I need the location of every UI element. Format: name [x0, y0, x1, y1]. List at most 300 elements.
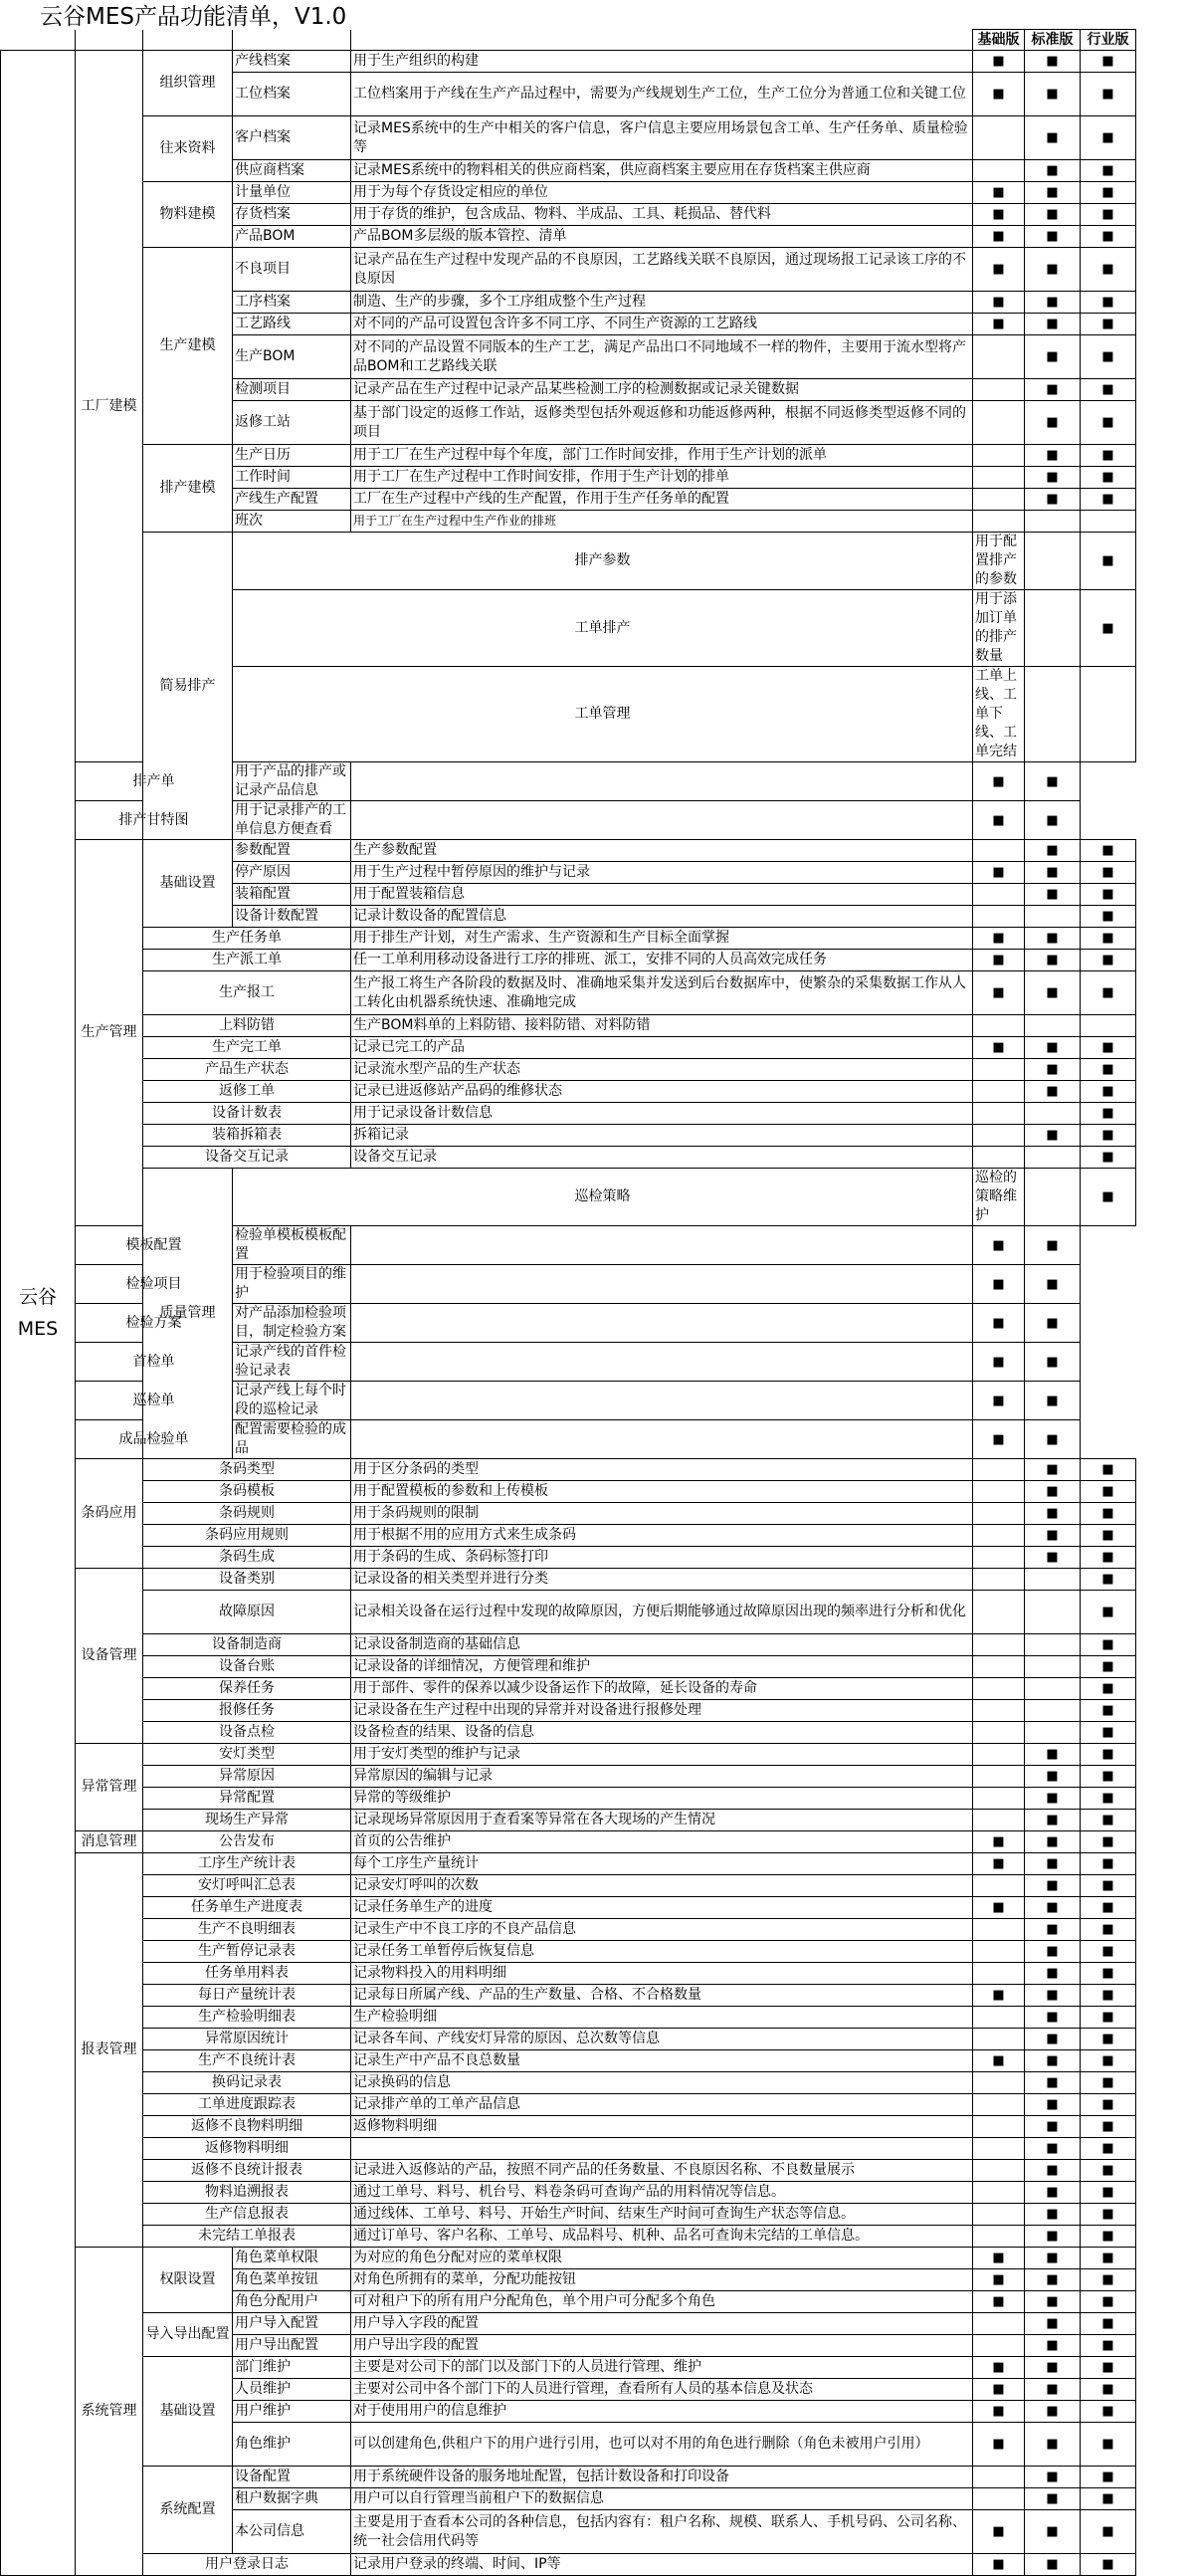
- table-row: [1, 1875, 1136, 1897]
- function-cell: 检验项目: [76, 1265, 233, 1304]
- edition-industry-mark: ■: [1081, 467, 1136, 489]
- edition-industry-mark: ■: [1081, 2050, 1136, 2072]
- edition-industry-mark: ■: [1081, 1788, 1136, 1810]
- function-cell: 产品BOM: [233, 226, 351, 248]
- function-cell: 存货档案: [233, 204, 351, 226]
- edition-industry-mark: ■: [1081, 2029, 1136, 2050]
- edition-standard-mark: ■: [1025, 379, 1081, 401]
- edition-basic-mark: ■: [973, 2554, 1025, 2576]
- edition-industry-mark: ■: [1081, 928, 1136, 950]
- module-cell: 设备管理: [76, 1569, 143, 1744]
- table-row: [1, 2357, 1136, 2379]
- table-row: [1, 51, 1136, 73]
- description-cell: 记录生产中不良工序的不良产品信息: [351, 1919, 973, 1941]
- function-cell: 返修工单: [143, 1081, 351, 1103]
- edition-industry-mark: ■: [1081, 2182, 1136, 2204]
- function-cell: 用户导出配置: [233, 2335, 351, 2357]
- edition-standard-mark: ■: [1025, 2029, 1081, 2050]
- edition-industry-mark: ■: [1081, 2488, 1136, 2510]
- function-cell: 生产报工: [143, 971, 351, 1015]
- module-cell: 异常管理: [76, 1744, 143, 1831]
- edition-basic-mark: [973, 2226, 1025, 2248]
- description-cell: 产品BOM多层级的版本管控、清单: [351, 226, 973, 248]
- edition-standard-mark: ■: [1081, 533, 1136, 590]
- edition-standard-mark: ■: [1025, 2072, 1081, 2094]
- description-cell: 用于检验项目的维护: [233, 1265, 351, 1304]
- edition-basic-mark: [1025, 590, 1081, 667]
- description-cell: 用于存货的维护，包含成品、物料、半成品、工具、耗损品、替代料: [351, 204, 973, 226]
- edition-basic-mark: [973, 1656, 1025, 1678]
- description-cell: 通过工单号、料号、机台号、料卷条码可查询产品的用料情况等信息。: [351, 2182, 973, 2204]
- module-cell: 报表管理: [76, 1853, 143, 2248]
- description-cell: 工位档案用于产线在生产产品过程中，需要为产线规划生产工位，生产工位分为普通工位和关键工位: [351, 73, 973, 116]
- table-row: [1, 1941, 1136, 1963]
- function-cell: 安灯呼叫汇总表: [143, 1875, 351, 1897]
- edition-standard-mark: ■: [1025, 1059, 1081, 1081]
- edition-basic-mark: [973, 1963, 1025, 1985]
- edition-industry-mark: ■: [1081, 116, 1136, 160]
- function-cell: 设备类别: [143, 1569, 351, 1591]
- edition-basic-mark: [973, 1525, 1025, 1547]
- edition-basic-mark: [973, 1569, 1025, 1591]
- function-cell: 班次: [233, 511, 351, 533]
- submodule-cell: 导入导出配置: [143, 2313, 233, 2357]
- table-row: [1, 1656, 1136, 1678]
- edition-industry-mark: ■: [1081, 379, 1136, 401]
- edition-standard-mark: ■: [973, 1420, 1025, 1459]
- edition-basic-mark: [973, 2204, 1025, 2226]
- description-cell: 制造、生产的步骤，多个工序组成整个生产过程: [351, 292, 973, 314]
- edition-standard-mark: ■: [1025, 2182, 1081, 2204]
- description-cell: 主要是对公司下的部门以及部门下的人员进行管理、维护: [351, 2357, 973, 2379]
- edition-industry-mark: ■: [1081, 2138, 1136, 2160]
- function-cell: 停产原因: [233, 862, 351, 884]
- description-cell: 生产参数配置: [351, 840, 973, 862]
- table-row: [1, 1766, 1136, 1788]
- description-cell: 对不同的产品可设置包含许多不同工序、不同生产资源的工艺路线: [351, 314, 973, 335]
- function-cell: 检验方案: [76, 1304, 233, 1343]
- edition-industry-mark: ■: [1081, 2313, 1136, 2335]
- description-cell: 用于安灯类型的维护与记录: [351, 1744, 973, 1766]
- function-cell: 生产不良统计表: [143, 2050, 351, 2072]
- edition-industry-mark: ■: [1081, 2160, 1136, 2182]
- edition-basic-mark: ■: [973, 2401, 1025, 2423]
- function-cell: 生产不良明细表: [143, 1919, 351, 1941]
- edition-standard-mark: ■: [1025, 1919, 1081, 1941]
- edition-standard-mark: ■: [1025, 204, 1081, 226]
- table-row: [1, 2467, 1136, 2488]
- table-row: [1, 1547, 1136, 1569]
- edition-basic-mark: ■: [973, 2423, 1025, 2467]
- feature-table: [0, 29, 1136, 2576]
- edition-basic-mark: ■: [973, 1853, 1025, 1875]
- function-cell: 生产BOM: [233, 335, 351, 379]
- table-row: [1, 2248, 1136, 2269]
- function-cell: 生产暂停记录表: [143, 1941, 351, 1963]
- description-cell: 用于条码的生成、条码标签打印: [351, 1547, 973, 1569]
- description-cell: 记录任务单生产的进度: [351, 1897, 973, 1919]
- edition-standard-mark: [1025, 511, 1081, 533]
- submodule-cell: 物料建模: [143, 182, 233, 248]
- function-cell: 条码类型: [143, 1459, 351, 1481]
- edition-industry-mark: ■: [1081, 1103, 1136, 1125]
- table-row: [1, 1525, 1136, 1547]
- edition-standard-mark: ■: [1081, 590, 1136, 667]
- table-row: [1, 950, 1136, 971]
- edition-standard-mark: ■: [973, 1343, 1025, 1382]
- edition-basic-mark: ■: [973, 182, 1025, 204]
- edition-industry-mark: ■: [1081, 2554, 1136, 2576]
- function-cell: 安灯类型: [143, 1744, 351, 1766]
- description-cell: 记录生产中产品不良总数量: [351, 2050, 973, 2072]
- edition-standard-mark: ■: [1025, 314, 1081, 335]
- edition-industry-mark: ■: [1081, 51, 1136, 73]
- edition-industry-mark: ■: [1081, 2467, 1136, 2488]
- function-cell: 工序生产统计表: [143, 1853, 351, 1875]
- edition-basic-mark: ■: [973, 950, 1025, 971]
- function-cell: 生产信息报表: [143, 2204, 351, 2226]
- edition-basic-mark: ■: [973, 862, 1025, 884]
- description-cell: 用于记录设备计数信息: [351, 1103, 973, 1125]
- edition-basic-mark: [973, 2007, 1025, 2029]
- edition-standard-mark: ■: [973, 801, 1025, 840]
- edition-industry-mark: [1081, 1015, 1136, 1037]
- description-cell: 用户可以自行管理当前租户下的数据信息: [351, 2488, 973, 2510]
- edition-standard-mark: ■: [1025, 2116, 1081, 2138]
- edition-standard-mark: ■: [1025, 2160, 1081, 2182]
- edition-basic-mark: [973, 1015, 1025, 1037]
- function-cell: 生产日历: [233, 445, 351, 467]
- table-row: [1, 1081, 1136, 1103]
- description-cell: 记录产线上每个时段的巡检记录: [233, 1382, 351, 1420]
- table-row: [1, 1125, 1136, 1147]
- function-cell: 生产完工单: [143, 1037, 351, 1059]
- edition-basic-mark: [973, 2467, 1025, 2488]
- edition-industry-header: 行业版: [1081, 30, 1136, 51]
- description-cell: 用于系统硬件设备的服务地址配置，包括计数设备和打印设备: [351, 2467, 973, 2488]
- edition-basic-mark: [973, 1722, 1025, 1744]
- edition-standard-mark: ■: [1025, 950, 1081, 971]
- edition-industry-mark: ■: [1025, 1420, 1081, 1459]
- description-cell: 用于条码规则的限制: [351, 1503, 973, 1525]
- edition-basic-mark: ■: [973, 204, 1025, 226]
- description-cell: 记录安灯呼叫的次数: [351, 1875, 973, 1897]
- edition-industry-mark: ■: [1081, 971, 1136, 1015]
- function-cell: 设备配置: [233, 2467, 351, 2488]
- function-cell: 巡检策略: [233, 1169, 973, 1226]
- function-cell: 排产参数: [233, 533, 973, 590]
- edition-standard-mark: ■: [1025, 1810, 1081, 1831]
- edition-industry-mark: ■: [1081, 314, 1136, 335]
- description-cell: 用于工厂在生产过程中每个年度，部门工作时间安排，作用于生产计划的派单: [351, 445, 973, 467]
- edition-industry-mark: ■: [1081, 2291, 1136, 2313]
- table-row: [1, 1919, 1136, 1941]
- function-cell: 排产甘特图: [76, 801, 233, 840]
- description-cell: 检验单模板模板配置: [233, 1226, 351, 1265]
- edition-industry-mark: ■: [1081, 1744, 1136, 1766]
- function-cell: 不良项目: [233, 248, 351, 292]
- edition-industry-mark: ■: [1081, 2269, 1136, 2291]
- edition-standard-mark: [1025, 1634, 1081, 1656]
- edition-industry-mark: ■: [1081, 182, 1136, 204]
- edition-basic-mark: ■: [973, 2510, 1025, 2554]
- module-cell: 消息管理: [76, 1831, 143, 1853]
- description-cell: 用于生产组织的构建: [351, 51, 973, 73]
- table-row: [1, 1569, 1136, 1591]
- function-cell: 报修任务: [143, 1700, 351, 1722]
- function-cell: 异常配置: [143, 1788, 351, 1810]
- table-row: [1, 971, 1136, 1015]
- edition-basic-mark: [973, 2094, 1025, 2116]
- description-cell: 记录设备的详细情况，方便管理和维护: [351, 1656, 973, 1678]
- edition-industry-mark: ■: [1081, 73, 1136, 116]
- edition-standard-mark: ■: [1025, 182, 1081, 204]
- description-cell: 巡检的策略维护: [973, 1169, 1025, 1226]
- function-cell: 任务单生产进度表: [143, 1897, 351, 1919]
- edition-standard-mark: ■: [1081, 1169, 1136, 1226]
- description-cell: 记录已进返修站产品码的维修状态: [351, 1081, 973, 1103]
- edition-standard-mark: ■: [1025, 1125, 1081, 1147]
- table-row: [1, 1788, 1136, 1810]
- description-cell: 通过订单号、客户名称、工单号、成品料号、机种、品名可查询未完结的工单信息。: [351, 2226, 973, 2248]
- edition-standard-mark: ■: [1025, 292, 1081, 314]
- table-row: [1, 801, 1136, 840]
- table-row: [1, 1037, 1136, 1059]
- function-cell: 换码记录表: [143, 2072, 351, 2094]
- description-cell: 对不同的产品设置不同版本的生产工艺，满足产品出口不同地域不一样的物件，主要用于流水型将产品BOM和工艺路线关联: [351, 335, 973, 379]
- description-cell: 用户导出字段的配置: [351, 2335, 973, 2357]
- table-row: [1, 1059, 1136, 1081]
- description-cell: 用于配置装箱信息: [351, 884, 973, 906]
- function-cell: 工单管理: [233, 667, 973, 762]
- edition-standard-mark: ■: [1025, 2510, 1081, 2554]
- edition-industry-mark: ■: [1081, 445, 1136, 467]
- edition-standard-mark: ■: [1025, 2007, 1081, 2029]
- edition-basic-mark: [973, 1788, 1025, 1810]
- table-row: [1, 2160, 1136, 2182]
- table-row: [1, 1459, 1136, 1481]
- function-cell: 角色菜单权限: [233, 2248, 351, 2269]
- table-row: [1, 2007, 1136, 2029]
- description-cell: 记录换码的信息: [351, 2072, 973, 2094]
- edition-basic-mark: [973, 2072, 1025, 2094]
- edition-industry-mark: ■: [1081, 2357, 1136, 2379]
- edition-standard-mark: ■: [1025, 884, 1081, 906]
- description-cell: 用于生产过程中暂停原因的维护与记录: [351, 862, 973, 884]
- edition-standard-mark: ■: [1025, 2269, 1081, 2291]
- edition-standard-mark: [1025, 1678, 1081, 1700]
- description-cell: 记录产线的首件检验记录表: [233, 1343, 351, 1382]
- function-cell: 供应商档案: [233, 160, 351, 182]
- function-cell: 上料防错: [143, 1015, 351, 1037]
- table-row: [1, 1015, 1136, 1037]
- edition-standard-mark: ■: [1025, 1963, 1081, 1985]
- edition-industry-mark: ■: [1081, 1810, 1136, 1831]
- function-cell: 产线档案: [233, 51, 351, 73]
- description-cell: 设备交互记录: [351, 1147, 973, 1169]
- edition-standard-mark: [1025, 1591, 1081, 1634]
- table-row: [1, 182, 1136, 204]
- function-cell: 工位档案: [233, 73, 351, 116]
- edition-industry-mark: ■: [1081, 1941, 1136, 1963]
- function-cell: 公告发布: [143, 1831, 351, 1853]
- description-cell: 异常的等级维护: [351, 1788, 973, 1810]
- description-cell: 任一工单利用移动设备进行工序的排班、派工，安排不同的人员高效完成任务: [351, 950, 973, 971]
- function-cell: 部门维护: [233, 2357, 351, 2379]
- edition-industry-mark: ■: [1081, 2401, 1136, 2423]
- edition-industry-mark: ■: [1081, 2379, 1136, 2401]
- description-cell: 可以创建角色,供租户下的用户进行引用，也可以对不用的角色进行删除（角色未被用户引用）: [351, 2423, 973, 2467]
- edition-basic-mark: [973, 489, 1025, 511]
- description-cell: 异常原因的编辑与记录: [351, 1766, 973, 1788]
- table-row: [1, 533, 1136, 590]
- edition-basic-mark: [351, 1420, 973, 1459]
- edition-basic-mark: ■: [973, 2379, 1025, 2401]
- edition-industry-mark: ■: [1081, 2007, 1136, 2029]
- edition-basic-mark: [973, 1459, 1025, 1481]
- table-row: [1, 1591, 1136, 1634]
- function-cell: 角色菜单按钮: [233, 2269, 351, 2291]
- edition-standard-mark: ■: [1025, 862, 1081, 884]
- function-cell: 每日产量统计表: [143, 1985, 351, 2007]
- edition-basic-mark: [351, 1226, 973, 1265]
- edition-industry-mark: ■: [1025, 1265, 1081, 1304]
- function-cell: 工单进度跟踪表: [143, 2094, 351, 2116]
- table-row: [1, 1634, 1136, 1656]
- edition-industry-mark: ■: [1081, 2226, 1136, 2248]
- edition-standard-mark: ■: [1025, 1853, 1081, 1875]
- edition-standard-mark: ■: [973, 1226, 1025, 1265]
- function-cell: 未完结工单报表: [143, 2226, 351, 2248]
- function-cell: 模板配置: [76, 1226, 233, 1265]
- edition-industry-mark: ■: [1081, 226, 1136, 248]
- table-row: [1, 116, 1136, 160]
- edition-industry-mark: ■: [1081, 2335, 1136, 2357]
- description-cell: 记录设备在生产过程中出现的异常并对设备进行报修处理: [351, 1700, 973, 1722]
- edition-basic-mark: [973, 2160, 1025, 2182]
- function-cell: 成品检验单: [76, 1420, 233, 1459]
- description-cell: 用户导入字段的配置: [351, 2313, 973, 2335]
- description-cell: 用于工厂在生产过程中生产作业的排班: [351, 511, 973, 533]
- table-row: [1, 1700, 1136, 1722]
- description-cell: 首页的公告维护: [351, 1831, 973, 1853]
- edition-basic-mark: ■: [973, 226, 1025, 248]
- edition-standard-mark: ■: [1025, 2335, 1081, 2357]
- edition-industry-mark: ■: [1025, 1304, 1081, 1343]
- function-cell: 返修不良统计报表: [143, 2160, 351, 2182]
- table-row: [1, 445, 1136, 467]
- edition-basic-mark: [973, 1634, 1025, 1656]
- edition-industry-mark: ■: [1081, 160, 1136, 182]
- edition-industry-mark: ■: [1025, 1226, 1081, 1265]
- function-cell: 租户数据字典: [233, 2488, 351, 2510]
- edition-industry-mark: ■: [1081, 2248, 1136, 2269]
- edition-standard-mark: ■: [1025, 2313, 1081, 2335]
- edition-standard-mark: ■: [1025, 1481, 1081, 1503]
- edition-industry-mark: ■: [1081, 1459, 1136, 1481]
- function-cell: 条码规则: [143, 1503, 351, 1525]
- edition-standard-mark: ■: [1025, 73, 1081, 116]
- edition-standard-mark: [1025, 1700, 1081, 1722]
- description-cell: 配置需要检验的成品: [233, 1420, 351, 1459]
- edition-industry-mark: ■: [1081, 1875, 1136, 1897]
- edition-standard-mark: [1025, 1569, 1081, 1591]
- description-cell: 记录流水型产品的生产状态: [351, 1059, 973, 1081]
- function-cell: 产品生产状态: [143, 1059, 351, 1081]
- module-cell: 简易排产: [143, 533, 233, 840]
- edition-basic-mark: ■: [973, 1897, 1025, 1919]
- edition-standard-mark: ■: [1025, 2138, 1081, 2160]
- edition-industry-mark: ■: [1081, 1037, 1136, 1059]
- description-cell: 记录已完工的产品: [351, 1037, 973, 1059]
- edition-standard-mark: ■: [1025, 335, 1081, 379]
- description-cell: 对角色所拥有的菜单，分配功能按钮: [351, 2269, 973, 2291]
- edition-industry-mark: ■: [1081, 1766, 1136, 1788]
- edition-basic-mark: ■: [973, 1985, 1025, 2007]
- submodule-cell: 往来资料: [143, 116, 233, 182]
- function-cell: 返修不良物料明细: [143, 2116, 351, 2138]
- edition-standard-mark: ■: [1025, 2488, 1081, 2510]
- edition-basic-mark: [973, 1081, 1025, 1103]
- table-row: [1, 840, 1136, 862]
- edition-standard-mark: ■: [1025, 2423, 1081, 2467]
- edition-industry-mark: ■: [1081, 2510, 1136, 2554]
- edition-basic-mark: [351, 762, 973, 801]
- edition-industry-mark: ■: [1081, 1678, 1136, 1700]
- function-cell: 用户导入配置: [233, 2313, 351, 2335]
- edition-standard-mark: ■: [1025, 2226, 1081, 2248]
- submodule-cell: 基础设置: [143, 2357, 233, 2467]
- description-cell: 用于产品的排产或记录产品信息: [233, 762, 351, 801]
- submodule-cell: 生产建模: [143, 248, 233, 445]
- edition-basic-mark: [973, 335, 1025, 379]
- description-cell: 设备检查的结果、设备的信息: [351, 1722, 973, 1744]
- edition-standard-mark: ■: [1025, 1897, 1081, 1919]
- function-cell: 条码模板: [143, 1481, 351, 1503]
- edition-standard-mark: ■: [1025, 489, 1081, 511]
- description-cell: 对于使用用户的信息维护: [351, 2401, 973, 2423]
- edition-standard-mark: ■: [1025, 2291, 1081, 2313]
- edition-basic-mark: [351, 1382, 973, 1420]
- edition-industry-mark: ■: [1081, 1059, 1136, 1081]
- edition-basic-mark: [973, 1503, 1025, 1525]
- edition-industry-mark: ■: [1081, 489, 1136, 511]
- edition-basic-mark: [973, 1919, 1025, 1941]
- edition-standard-mark: ■: [973, 762, 1025, 801]
- description-cell: 拆箱记录: [351, 1125, 973, 1147]
- edition-standard-mark: ■: [1025, 971, 1081, 1015]
- edition-industry-mark: ■: [1081, 2094, 1136, 2116]
- description-cell: 记录现场异常原因用于查看案等异常在各大现场的产生情况: [351, 1810, 973, 1831]
- edition-basic-mark: ■: [973, 2291, 1025, 2313]
- description-cell: 用于根据不用的应用方式来生成条码: [351, 1525, 973, 1547]
- edition-industry-mark: ■: [1081, 1897, 1136, 1919]
- edition-standard-mark: ■: [973, 1265, 1025, 1304]
- table-row: [1, 762, 1136, 801]
- function-cell: 用户登录日志: [143, 2554, 351, 2576]
- function-cell: 计量单位: [233, 182, 351, 204]
- edition-industry-mark: ■: [1081, 2423, 1136, 2467]
- description-cell: 主要是用于查看本公司的各种信息，包括内容有：租户名称、规模、联系人、手机号码、公司名称、统一社会信用代码等: [351, 2510, 973, 2554]
- edition-standard-mark: ■: [1025, 1503, 1081, 1525]
- function-cell: 保养任务: [143, 1678, 351, 1700]
- edition-industry-mark: ■: [1081, 1656, 1136, 1678]
- edition-basic-mark: [973, 2138, 1025, 2160]
- description-cell: 生产BOM料单的上料防错、接料防错、对料防错: [351, 1015, 973, 1037]
- edition-basic-mark: [973, 467, 1025, 489]
- table-row: [1, 248, 1136, 292]
- edition-basic-mark: [973, 401, 1025, 445]
